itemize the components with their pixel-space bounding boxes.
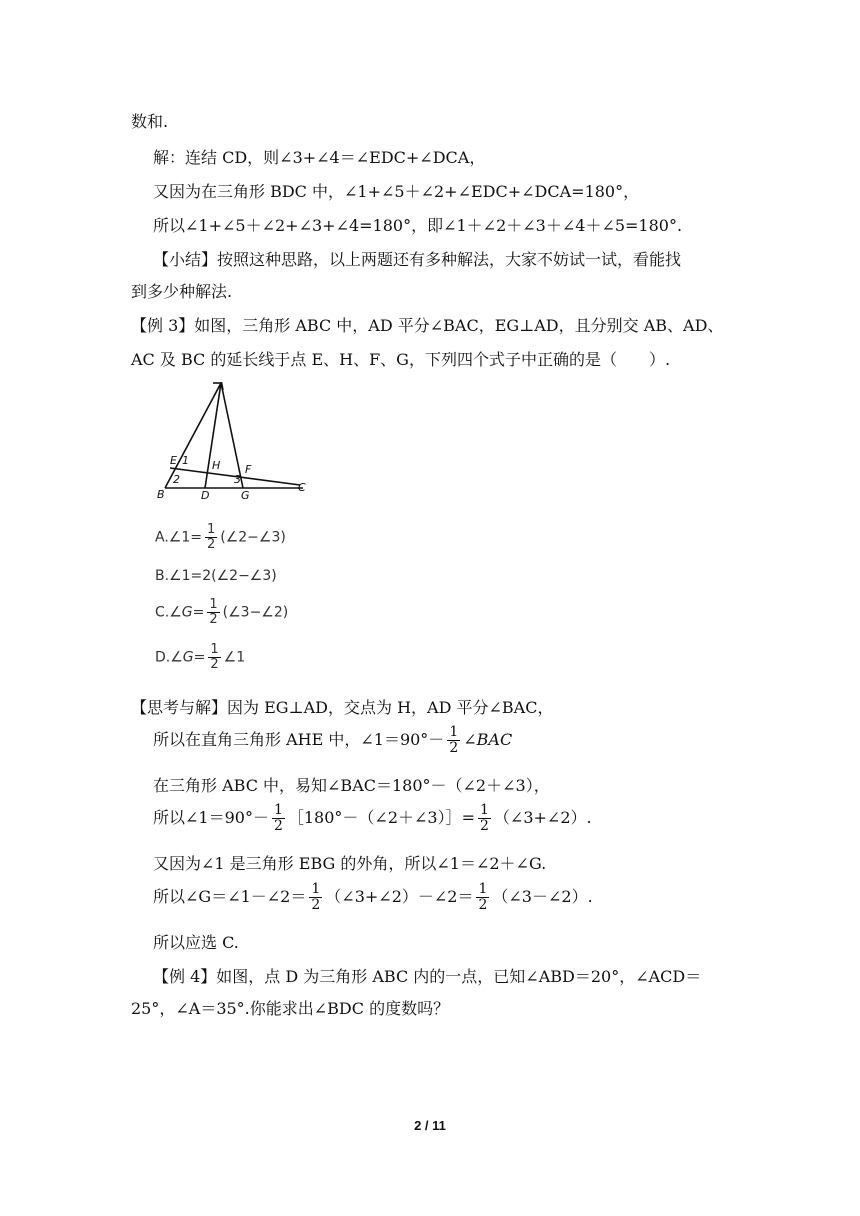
option-prefix: D.∠ [155,649,183,666]
option-var: G [181,604,193,621]
text-line: 25°，∠A＝35°.你能求出∠BDC 的度数吗？ [131,999,450,1018]
text-line: 解：连结 CD，则∠3+∠4＝∠EDC+∠DCA， [153,148,486,167]
text-line: AC 及 BC 的延长线于点 E、H、F、G，下列四个式子中正确的是（ ）. [131,350,671,369]
option-rest: (∠3−∠2) [222,604,289,621]
text-line: 【例 3】如图，三角形 ABC 中，AD 平分∠BAC，EG⊥AD，且分别交 AB、AD、 [131,316,724,335]
text-line: 到多少种解法. [131,282,233,301]
figure-label-2: 2 [173,473,180,486]
figure-label-e: E [170,454,177,467]
solution-line: 【思考与解】因为 EG⊥AD，交点为 H，AD 平分∠BAC， [131,698,554,717]
option-b [155,568,277,584]
fraction: $\frac{1}{2}$ [273,802,283,834]
fraction: $\frac{1}{2}$ [480,802,489,834]
text-line: 【小结】按照这种思路，以上两题还有多种解法，大家不妨试一试，看能找 [153,250,682,269]
fraction: $\frac{1}{2}$ [210,642,219,672]
option-rest: ∠1 [223,649,246,666]
fraction: $\frac{1}{2}$ [449,724,459,756]
option-prefix: A.∠1= [155,529,202,546]
figure-label-b: B [157,488,165,501]
solution-line: 所以应选 C. [153,933,239,952]
text-line: 又因为在三角形 BDC 中，∠1+∠5＋∠2+∠EDC+∠DCA=180°， [153,182,640,201]
figure-label-c: C [298,481,306,494]
text-line: 数和. [131,112,169,131]
figure-label-h: H [212,459,221,472]
option-prefix: B.∠1=2(∠2−∠3) [155,568,277,584]
page-number: 2 / 11 [414,1118,446,1133]
fraction: $\frac{1}{2}$ [478,881,488,913]
option-a [155,523,286,552]
solution-line: 又因为∠1 是三角形 EBG 的外角，所以∠1＝∠2＋∠G. [153,854,547,873]
solution-line: 所以∠G＝∠1－∠2＝ $\frac{1}{2}$ （∠3+∠2）－∠2＝ $\frac{1}{2}$ （∠3－∠2）. [153,881,593,913]
figure-label-d: D [201,489,210,502]
triangle-figure [155,380,315,502]
solution-line: 所以∠1＝90°－ $\frac{1}{2}$ ［180°－（∠2＋∠3）］= $\frac{1}{2}$ （∠3+∠2）. [153,802,592,834]
text-line: 【例 4】如图，点 D 为三角形 ABC 内的一点，已知∠ABD＝20°，∠ACD＝ [153,967,702,986]
figure-label-g: G [241,489,250,502]
option-c: C.∠G= $\frac{1}{2}$ (∠3−∠2) [155,597,289,627]
text-line: 所以∠1+∠5＋∠2+∠3+∠4=180°，即∠1＋∠2＋∠3＋∠4＋∠5=180°. [153,216,683,235]
option-d: D.∠G= $\frac{1}{2}$ ∠1 [155,642,246,672]
figure-label-1: 1 [182,454,189,467]
figure-label-a: A [217,380,225,393]
fraction: $\frac{1}{2}$ [311,881,321,913]
figure-label-3: 3 [234,473,241,486]
figure-label-f: F [245,463,252,476]
fraction: $\frac{1}{2}$ [209,597,218,627]
solution-line: 在三角形 ABC 中，易知∠BAC＝180°－（∠2＋∠3）， [153,776,550,795]
fraction: $\frac{1}{2}$ [206,522,216,552]
option-prefix: C.∠ [155,604,182,621]
option-var: G [182,649,194,666]
solution-line: 所以在直角三角形 AHE 中，∠1＝90°－ $\frac{1}{2}$ ∠BAC [153,724,513,756]
option-rest: (∠2−∠3) [220,529,286,546]
